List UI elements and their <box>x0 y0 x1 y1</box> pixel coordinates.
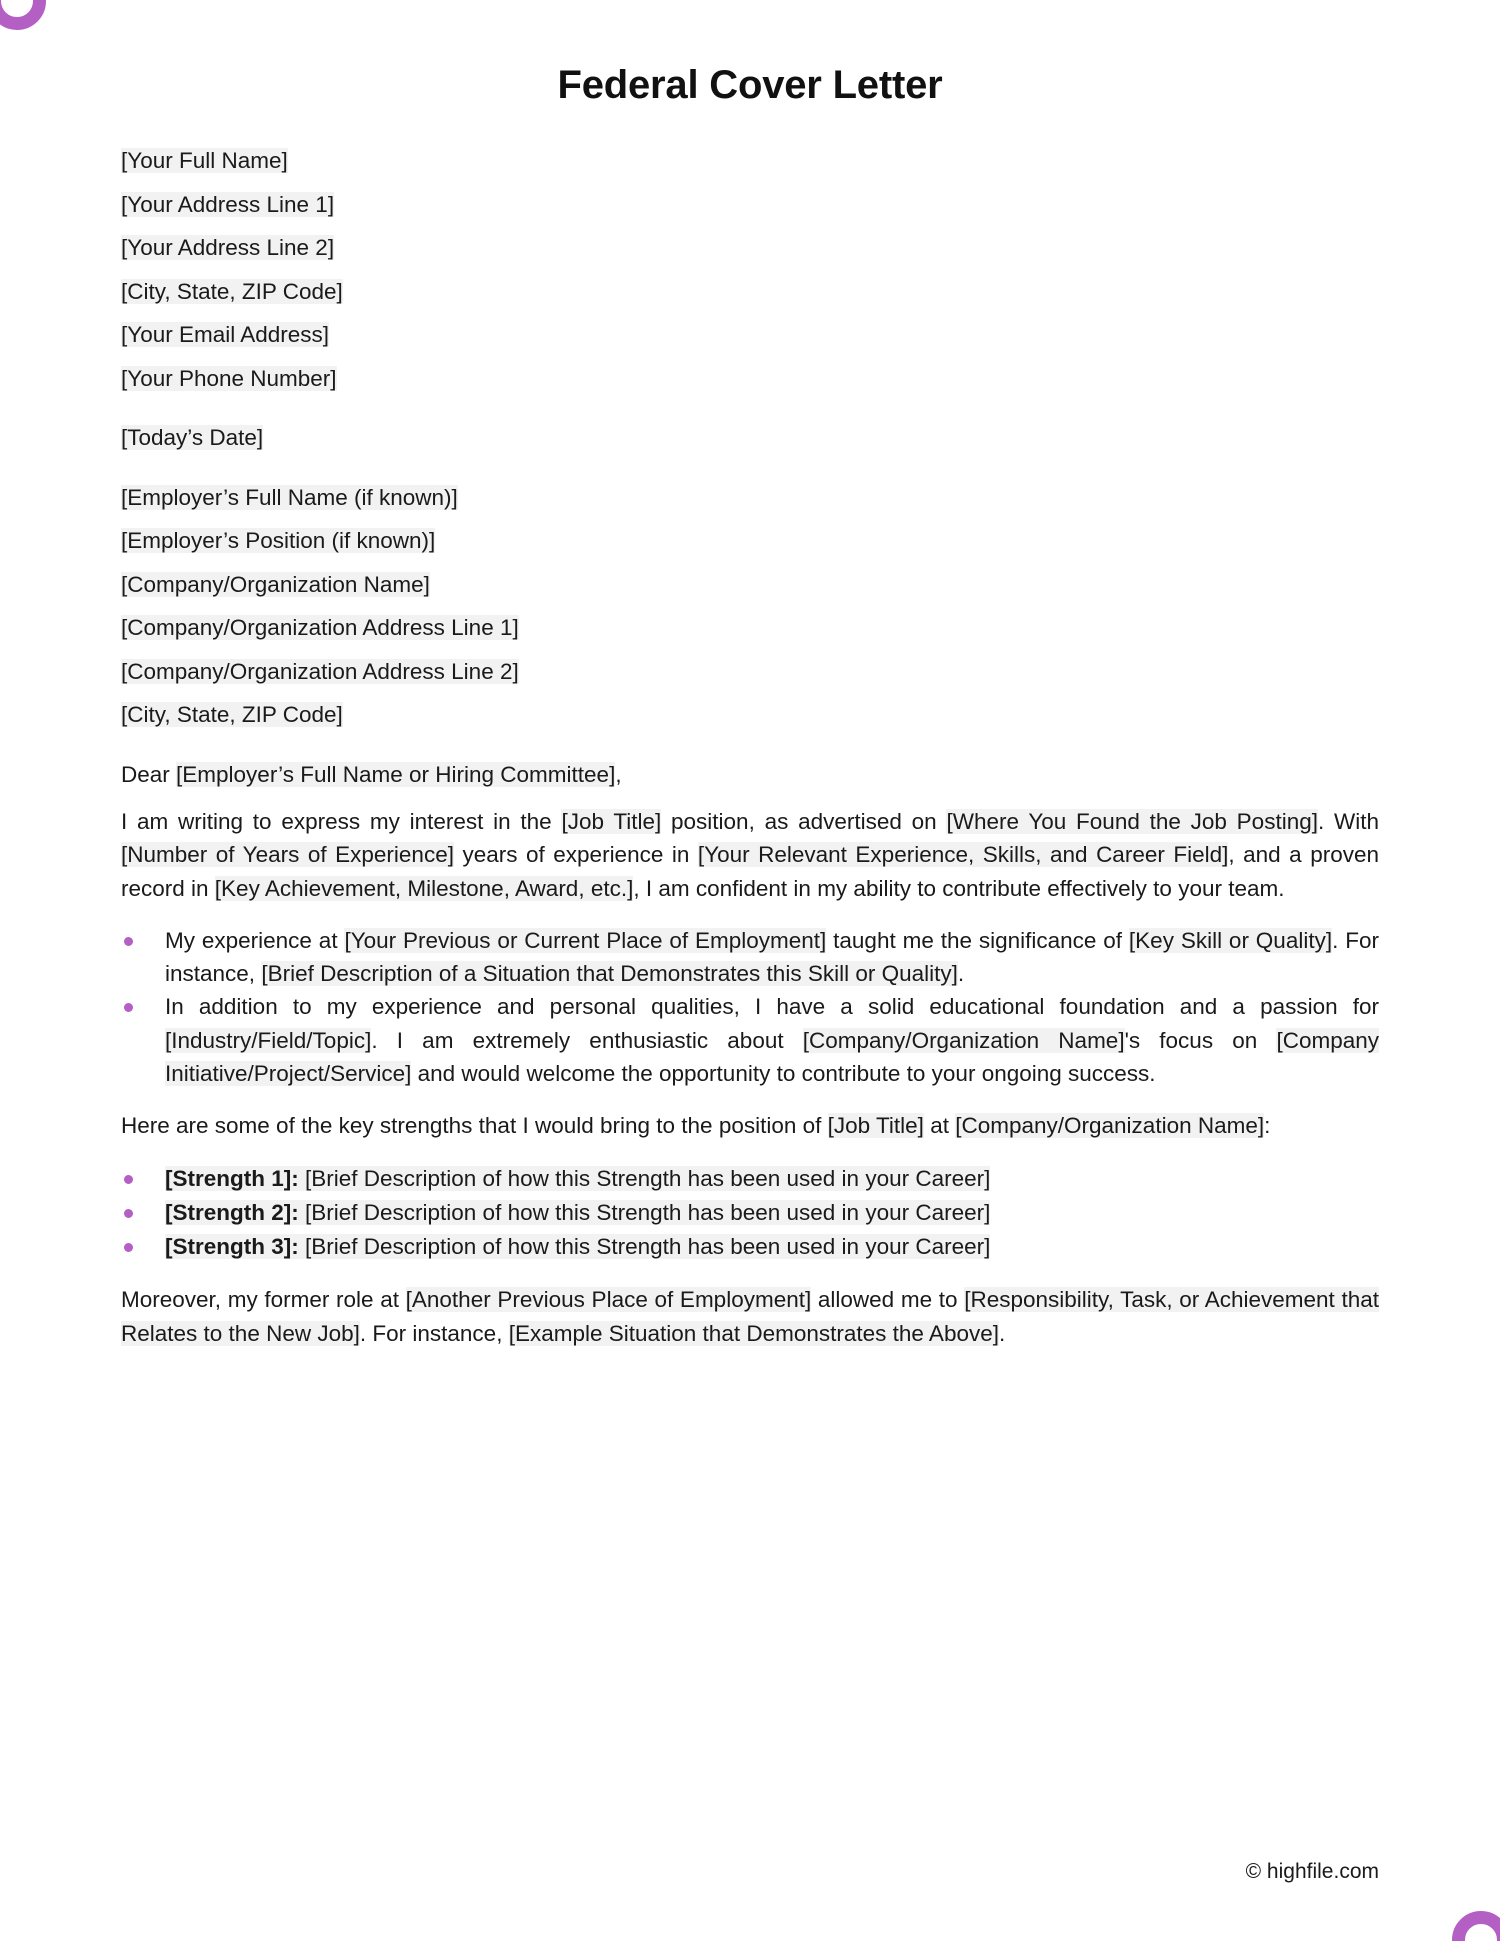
strength-3-description: [Brief Description of how this Strength has been used in your Career] <box>298 1234 991 1260</box>
para2-company-name: [Company/Organization Name] <box>955 1113 1265 1139</box>
para1-relevant-experience: [Your Relevant Experience, Skills, and Career Field] <box>697 842 1229 868</box>
paragraph-intro <box>121 805 1379 905</box>
recipient-line <box>121 658 1379 684</box>
recipient-line <box>121 484 1379 510</box>
salutation-prefix: Dear <box>121 761 177 787</box>
recipient-address-block <box>121 484 1379 727</box>
strength-1-description: [Brief Description of how this Strength has been used in your Career] <box>298 1165 991 1191</box>
bullet1-t4: . <box>957 961 965 987</box>
recipient-line <box>121 617 1379 640</box>
para3-example-situation: [Example Situation that Demonstrates the Above] <box>508 1320 999 1346</box>
sender-line <box>121 191 1379 217</box>
para3-t3: . For instance, <box>359 1320 509 1346</box>
list-item <box>121 924 1379 991</box>
bullet1-t3: . For instance, <box>165 927 1379 987</box>
para3-t1: Moreover, my former role at <box>121 1287 406 1313</box>
sender-line <box>121 324 1379 347</box>
recipient-line <box>121 571 1379 597</box>
bullet2-t4: and would welcome the opportunity to contribute to your ongoing success. <box>411 1061 1156 1087</box>
decorative-ring-bottom-right-icon <box>1452 1911 1500 1941</box>
para1-t3: . With <box>1317 809 1379 834</box>
bullet-dot-icon <box>124 1243 133 1252</box>
list-item <box>121 1162 1379 1196</box>
salutation-suffix: , <box>615 761 622 787</box>
footer-copyright: © highfile.com <box>1245 1860 1379 1883</box>
para3-previous-employment: [Another Previous Place of Employment] <box>405 1287 812 1313</box>
sender-address-2: [Your Address Line 2] <box>121 235 335 260</box>
para3-responsibility: [Responsibility, Task, or Achievement that Relates to the New Job] <box>121 1287 1379 1346</box>
bullet1-place-of-employment: [Your Previous or Current Place of Employment] <box>344 927 827 953</box>
bullet2-company-name: [Company/Organization Name] <box>802 1027 1125 1053</box>
sender-line <box>121 150 1379 173</box>
bullet-dot-icon <box>124 1003 133 1012</box>
para1-t2: position, as advertised on <box>661 809 947 834</box>
list-item <box>121 1196 1379 1230</box>
page-title: Federal Cover Letter <box>557 63 943 107</box>
bullet2-industry-field: [Industry/Field/Topic] <box>165 1027 372 1053</box>
sender-city-state-zip: [City, State, ZIP Code] <box>121 278 343 304</box>
recipient-full-name: [Employer’s Full Name (if known)] <box>121 484 458 510</box>
list-item <box>121 990 1379 1090</box>
bullet-dot-icon <box>124 1175 133 1184</box>
para1-t5: , and a proven record in <box>121 842 1380 901</box>
para2-t2: at <box>923 1113 956 1139</box>
para1-key-achievement: [Key Achievement, Milestone, Award, etc.] <box>214 875 634 901</box>
bullet2-t1: In addition to my experience and personal qualities, I have a solid educational foundation and a passion for <box>165 994 1379 1020</box>
sender-address-block <box>121 150 1379 390</box>
para1-t6: , I am confident in my ability to contribute effectively to your team. <box>633 875 1285 901</box>
todays-date: [Today’s Date] <box>121 425 264 450</box>
experience-bullet-list <box>121 924 1379 1090</box>
recipient-line <box>121 530 1379 553</box>
para1-job-source: [Where You Found the Job Posting] <box>946 809 1318 834</box>
recipient-address-1: [Company/Organization Address Line 1] <box>121 615 519 640</box>
sender-line <box>121 237 1379 260</box>
bullet1-t2: taught me the significance of <box>826 927 1129 953</box>
strength-2-description: [Brief Description of how this Strength has been used in your Career] <box>298 1199 991 1225</box>
sender-email: [Your Email Address] <box>121 322 330 347</box>
recipient-position: [Employer’s Position (if known)] <box>121 528 436 553</box>
strength-2-label: [Strength 2]: <box>165 1199 299 1225</box>
bullet1-t1: My experience at <box>165 927 345 953</box>
para2-t1: Here are some of the key strengths that I would bring to the position of <box>121 1113 828 1139</box>
recipient-address-2: [Company/Organization Address Line 2] <box>121 658 519 684</box>
sender-line <box>121 365 1379 391</box>
para3-t2: allowed me to <box>811 1287 965 1313</box>
bullet2-company-initiative: [Company Initiative/Project/Service] <box>165 1027 1379 1087</box>
strengths-bullet-list <box>121 1162 1379 1265</box>
bullet2-t2: . I am extremely enthusiastic about <box>371 1027 803 1053</box>
para3-t4: . <box>998 1320 1006 1346</box>
bullet1-key-skill: [Key Skill or Quality] <box>1128 927 1333 953</box>
recipient-city-state-zip: [City, State, ZIP Code] <box>121 702 343 727</box>
bullet-dot-icon <box>124 1209 133 1218</box>
sender-line <box>121 278 1379 304</box>
strength-1-label: [Strength 1]: <box>165 1165 299 1191</box>
salutation-placeholder: [Employer’s Full Name or Hiring Committee] <box>176 761 616 787</box>
para2-job-title: [Job Title] <box>827 1113 924 1139</box>
bullet-dot-icon <box>124 937 133 946</box>
para1-t4: years of experience in <box>453 842 698 868</box>
sender-phone: [Your Phone Number] <box>121 365 337 391</box>
recipient-company-name: [Company/Organization Name] <box>121 571 430 597</box>
para2-t3: : <box>1264 1113 1271 1139</box>
sender-address-1: [Your Address Line 1] <box>121 191 335 217</box>
list-item <box>121 1230 1379 1264</box>
paragraph-former-role <box>121 1283 1379 1350</box>
para1-years-experience: [Number of Years of Experience] <box>121 842 454 868</box>
date-line <box>121 427 1379 450</box>
sender-full-name: [Your Full Name] <box>121 148 288 173</box>
recipient-line <box>121 704 1379 727</box>
para1-job-title: [Job Title] <box>561 809 662 834</box>
salutation <box>121 761 1379 787</box>
bullet2-t3: 's focus on <box>1124 1027 1277 1053</box>
strength-3-label: [Strength 3]: <box>165 1234 299 1260</box>
para1-t1: I am writing to express my interest in the <box>121 809 562 834</box>
bullet1-situation-description: [Brief Description of a Situation that Demonstrates this Skill or Quality] <box>261 961 958 987</box>
paragraph-strengths-intro <box>121 1109 1379 1142</box>
